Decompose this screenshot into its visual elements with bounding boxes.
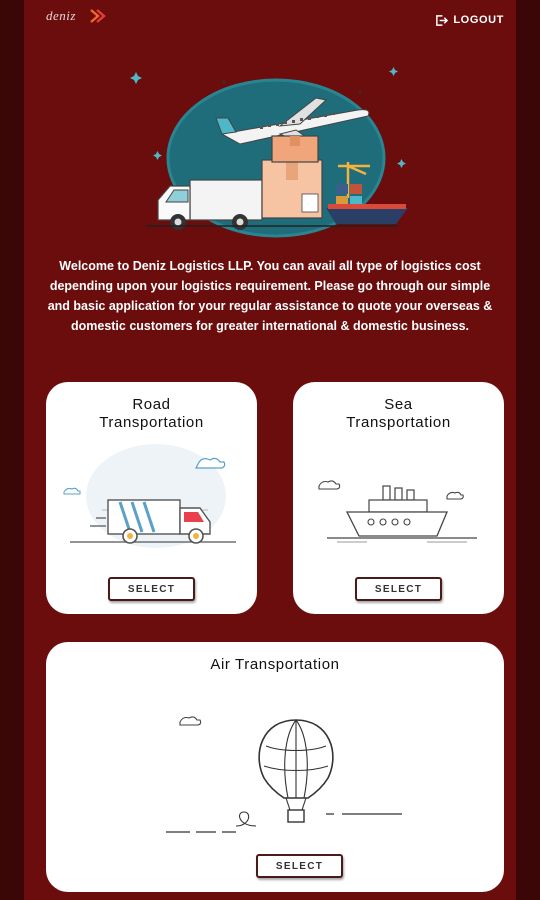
logout-button[interactable] xyxy=(435,11,504,29)
ship-icon xyxy=(307,466,493,546)
header xyxy=(24,0,516,40)
logistics-illustration xyxy=(130,62,410,242)
logo-arrow-icon xyxy=(90,9,106,23)
air-select-button[interactable]: SELECT xyxy=(256,854,343,878)
welcome-message: Welcome to Deniz Logistics LLP. You can avail all type of logistics cost depending upon your logistics requirement. Please go through our simple and basic application for your regular assistance to quote your overseas & domestic customers for greater international & domestic business. xyxy=(47,259,493,333)
road-card-title xyxy=(46,396,257,432)
truck-icon xyxy=(60,442,246,554)
sea-transportation-card[interactable] xyxy=(293,382,504,614)
road-transportation-card[interactable] xyxy=(46,382,257,614)
sea-select-button[interactable]: SELECT xyxy=(355,577,442,601)
app-screen xyxy=(24,0,516,900)
road-select-button[interactable]: SELECT xyxy=(108,577,195,601)
sea-title-line1: Sea xyxy=(384,396,413,413)
hot-air-balloon-icon xyxy=(166,706,406,836)
logout-icon xyxy=(435,14,448,27)
company-logo xyxy=(46,8,116,32)
sea-card-title xyxy=(293,396,504,432)
air-transportation-card[interactable] xyxy=(46,642,504,892)
road-title-line1: Road xyxy=(132,396,171,413)
logout-label: LOGOUT xyxy=(453,14,504,26)
road-title-line2: Transportation xyxy=(99,414,204,431)
logo-text: deniz xyxy=(46,8,76,23)
sea-title-line2: Transportation xyxy=(346,414,451,431)
air-card-title: Air Transportation xyxy=(210,656,340,673)
